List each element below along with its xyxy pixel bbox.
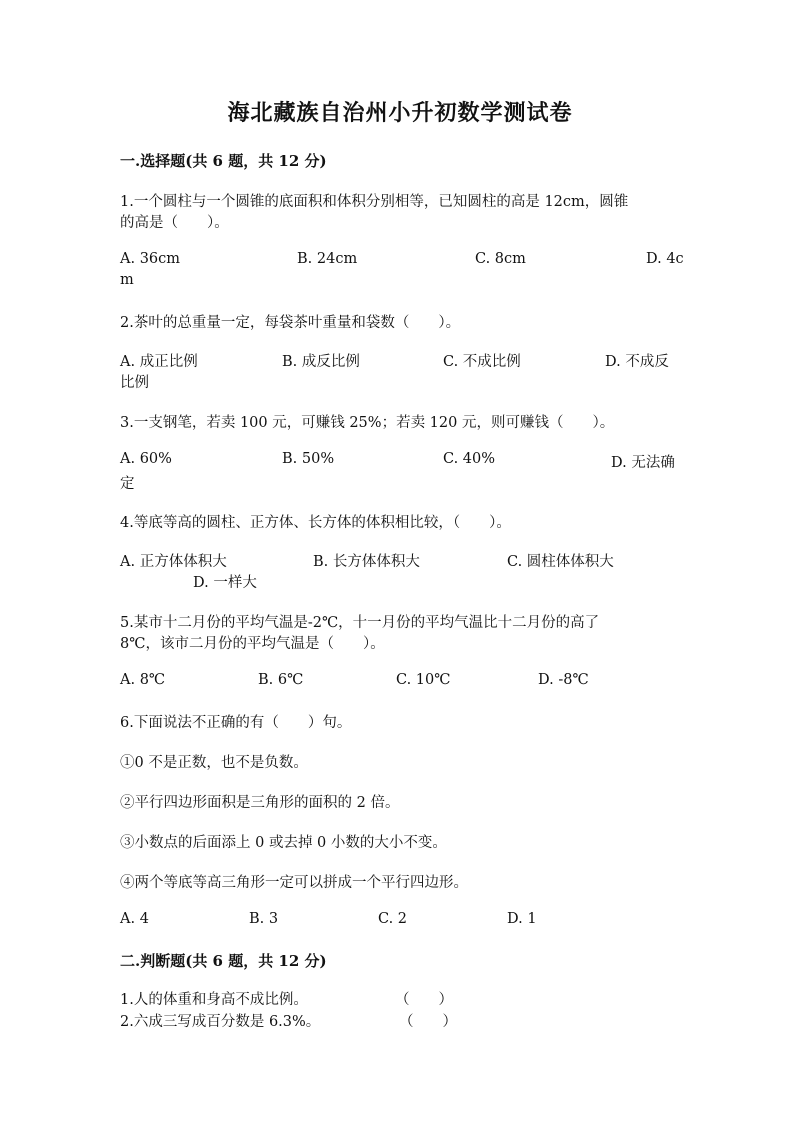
question-2-option-c: C. 不成比例 xyxy=(443,354,521,370)
question-1-option-a: A. 36cm xyxy=(120,251,181,267)
question-6-statement-2: ②平行四边形面积是三角形的面积的 2 倍。 xyxy=(120,795,400,811)
question-4-text: 4.等底等高的圆柱、正方体、长方体的体积相比较，（ ）。 xyxy=(120,515,511,531)
question-1-option-d-cont: m xyxy=(120,272,134,288)
question-3-option-b: B. 50% xyxy=(282,451,335,467)
tf-question-1-answer-blank: （ ） xyxy=(395,992,453,1008)
question-1-option-b: B. 24cm xyxy=(297,251,358,267)
question-2-option-d-cont: 比例 xyxy=(120,375,149,391)
question-4-option-a: A. 正方体体积大 xyxy=(120,554,227,570)
question-4-option-b: B. 长方体体积大 xyxy=(313,554,420,570)
question-6-statement-4: ④两个等底等高三角形一定可以拼成一个平行四边形。 xyxy=(120,875,468,891)
question-6-option-b: B. 3 xyxy=(249,911,279,927)
section-heading-true-false: 二.判断题(共 6 题，共 12 分) xyxy=(120,952,327,970)
question-2-option-b: B. 成反比例 xyxy=(282,354,360,370)
question-6-option-c: C. 2 xyxy=(378,911,408,927)
question-5-option-c: C. 10℃ xyxy=(396,672,451,688)
question-6-option-a: A. 4 xyxy=(120,911,149,927)
question-1-option-d: D. 4c xyxy=(646,251,684,267)
question-1-option-c: C. 8cm xyxy=(475,251,526,267)
section-heading-choice: 一.选择题(共 6 题，共 12 分) xyxy=(120,152,327,170)
question-1-text-cont: 的高是（ ）。 xyxy=(120,215,229,231)
question-6-option-d: D. 1 xyxy=(507,911,537,927)
tf-question-1-text: 1.人的体重和身高不成比例。 xyxy=(120,992,308,1008)
question-6-statement-3: ③小数点的后面添上 0 或去掉 0 小数的大小不变。 xyxy=(120,835,447,851)
question-3-option-d: D. 无法确 xyxy=(611,455,675,471)
tf-question-2-answer-blank: （ ） xyxy=(399,1014,457,1030)
question-5-option-b: B. 6℃ xyxy=(258,672,304,688)
tf-question-2-text: 2.六成三写成百分数是 6.3%。 xyxy=(120,1014,321,1030)
question-3-option-c: C. 40% xyxy=(443,451,496,467)
question-5-text-cont: 8℃，该市二月份的平均气温是（ ）。 xyxy=(120,636,385,652)
question-5-option-a: A. 8℃ xyxy=(120,672,166,688)
question-6-statement-1: ①0 不是正数，也不是负数。 xyxy=(120,755,308,771)
question-6-text: 6.下面说法不正确的有（ ）句。 xyxy=(120,715,352,731)
question-2-option-d: D. 不成反 xyxy=(605,354,669,370)
question-4-option-d: D. 一样大 xyxy=(193,575,257,591)
exam-title: 海北藏族自治州小升初数学测试卷 xyxy=(227,100,573,126)
question-5-option-d: D. -8℃ xyxy=(538,672,589,688)
question-5-text: 5.某市十二月份的平均气温是-2℃，十一月份的平均气温比十二月份的高了 xyxy=(120,615,600,631)
question-2-option-a: A. 成正比例 xyxy=(120,354,198,370)
question-1-text: 1.一个圆柱与一个圆锥的底面积和体积分别相等，已知圆柱的高是 12cm，圆锥 xyxy=(120,194,629,210)
question-4-option-c: C. 圆柱体体积大 xyxy=(507,554,614,570)
question-3-option-d-cont: 定 xyxy=(120,476,135,492)
question-2-text: 2.茶叶的总重量一定，每袋茶叶重量和袋数（ ）。 xyxy=(120,315,461,331)
question-3-option-a: A. 60% xyxy=(120,451,172,467)
question-3-text: 3.一支钢笔，若卖 100 元，可赚钱 25%；若卖 120 元，则可赚钱（ ）。 xyxy=(120,415,615,431)
